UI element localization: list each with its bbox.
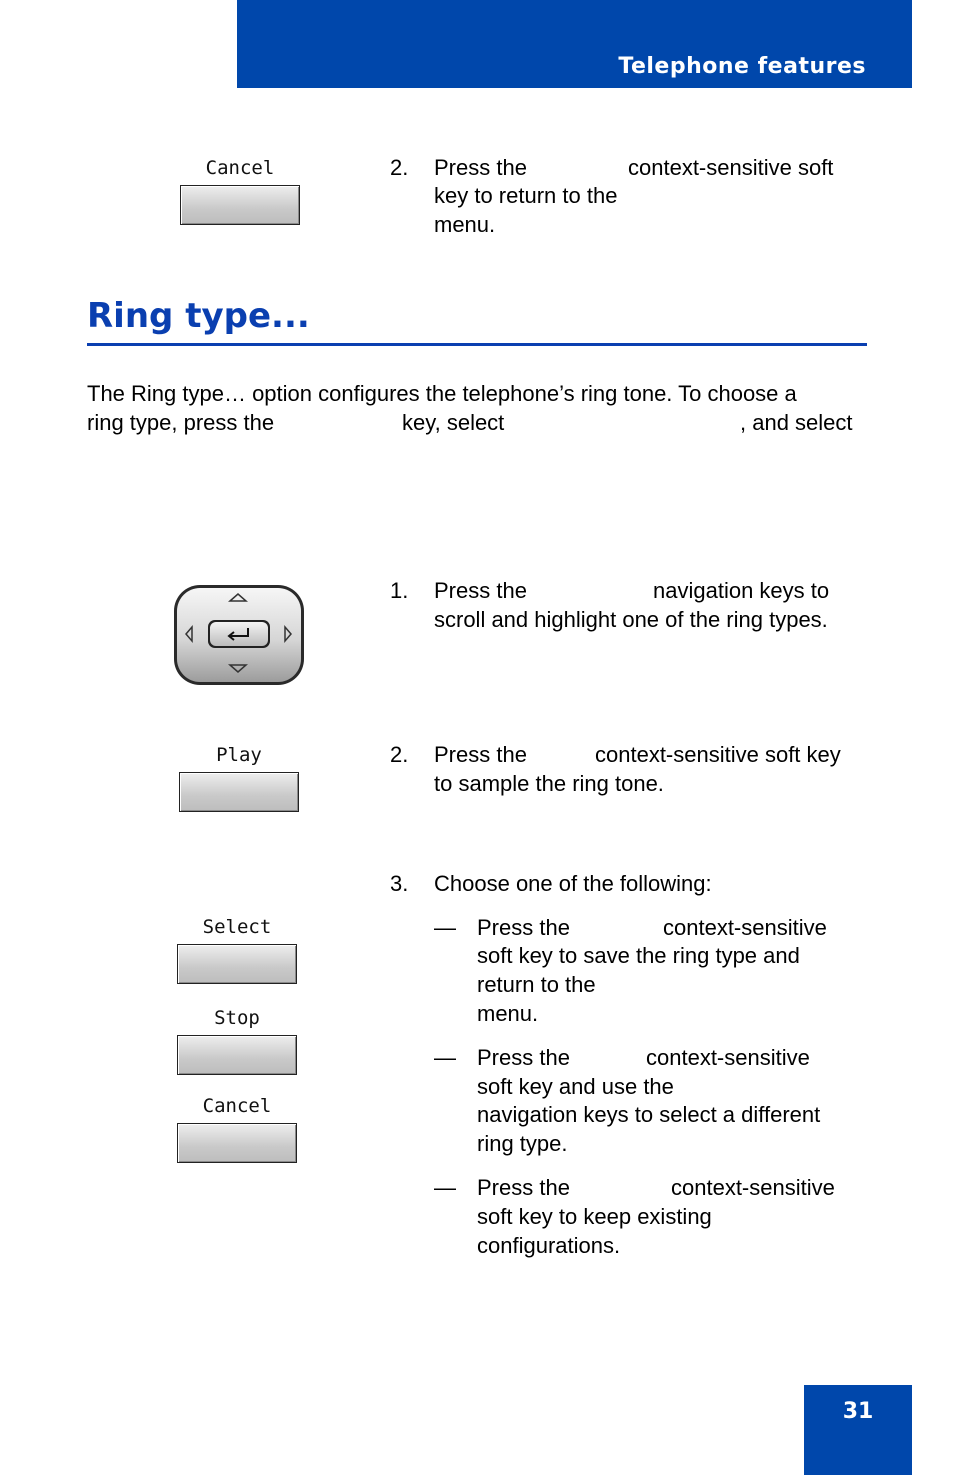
header-title: Telephone features (618, 54, 866, 79)
step-number: 2. (390, 155, 409, 180)
softkey-label: Cancel (202, 1095, 272, 1117)
intro-text: The Ring type… option configures the telephone’s ring tone. To choose a (87, 381, 797, 406)
option-text: soft key to save the ring type and (477, 943, 800, 968)
option-text: Press the (477, 1175, 570, 1200)
option-text: ring type. (477, 1131, 568, 1156)
play-softkey (179, 744, 299, 812)
softkey-button (177, 1123, 297, 1163)
softkey-label: Cancel (205, 157, 275, 179)
option-text: context-sensitive (663, 915, 827, 940)
softkey-label: Select (202, 916, 272, 938)
stop-softkey (177, 1007, 297, 1075)
softkey-button (179, 772, 299, 812)
step-text: to sample the ring tone. (434, 771, 664, 796)
cancel-softkey (177, 1095, 297, 1163)
option-text: context-sensitive (671, 1175, 835, 1200)
softkey-button (177, 1035, 297, 1075)
option-dash: — (434, 1175, 456, 1200)
step-text: navigation keys to (653, 578, 830, 603)
option-text: soft key and use the (477, 1074, 674, 1099)
header-bar (237, 0, 912, 88)
softkey-button (180, 185, 300, 225)
option-text: menu. (477, 1001, 539, 1026)
step-text: Press the (434, 578, 527, 603)
intro-text: ring type, press the (87, 410, 275, 435)
step-text: menu. (434, 212, 496, 237)
navigation-keys-icon (172, 583, 306, 687)
option-text: Press the (477, 915, 570, 940)
softkey-button (177, 944, 297, 984)
option-text: context-sensitive (646, 1045, 810, 1070)
step-text: context-sensitive soft (628, 155, 834, 180)
section-title: Ring type... (87, 296, 310, 336)
step-text: scroll and highlight one of the ring types. (434, 607, 828, 632)
page-number: 31 (842, 1399, 874, 1424)
option-text: return to the (477, 972, 596, 997)
select-softkey (177, 916, 297, 984)
intro-text: , and select (740, 410, 853, 435)
step-number: 1. (390, 578, 409, 603)
step-text: key to return to the (434, 183, 618, 208)
option-dash: — (434, 1045, 456, 1070)
step-number: 2. (390, 742, 409, 767)
option-text: navigation keys to select a different (477, 1102, 821, 1127)
page-number-box (804, 1385, 912, 1475)
softkey-label: Stop (214, 1007, 260, 1029)
step-text: Choose one of the following: (434, 871, 712, 896)
option-text: soft key to keep existing (477, 1204, 712, 1229)
option-text: configurations. (477, 1233, 621, 1258)
option-dash: — (434, 915, 456, 940)
step-text: context-sensitive soft key (595, 742, 841, 767)
intro-text: key, select (402, 410, 505, 435)
step-text: Press the (434, 155, 527, 180)
option-text: Press the (477, 1045, 570, 1070)
section-rule (87, 343, 867, 346)
softkey-label: Play (216, 744, 262, 766)
step-text: Press the (434, 742, 527, 767)
step-number: 3. (390, 871, 409, 896)
cancel-softkey (180, 157, 300, 225)
